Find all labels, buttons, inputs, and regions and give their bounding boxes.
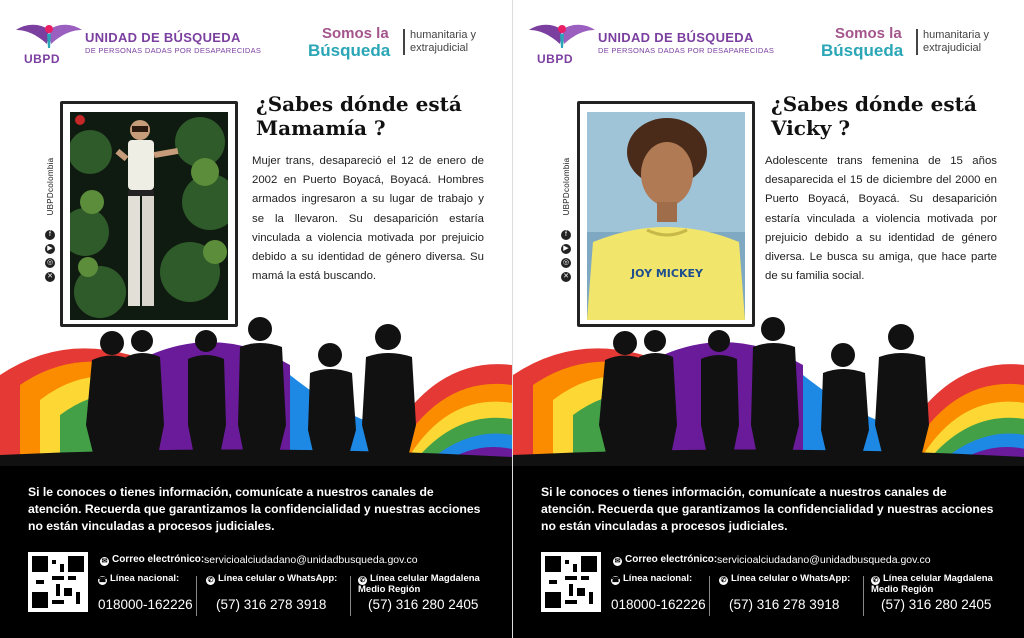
rainbow-silhouettes <box>513 315 1024 475</box>
description: Mujer trans, desapareció el 12 de enero de 2002 en Puerto Boyacá, Boyacá. Hombres armados ingresaron a su lugar de trabajo y se la llevaron. Su desaparición estaría vinculada a violencia motivada por prejuicio debido a su identidad de género diversa. Su mamá la está buscando. <box>252 155 484 283</box>
x-icon: ✕ <box>561 272 571 282</box>
instagram-icon: ◎ <box>562 259 570 266</box>
campaign-line2: Búsqueda <box>821 41 904 60</box>
description: Adolescente trans femenina de 15 años desaparecida el 15 de diciembre del 2000 en Puerto Boyacá, Boyacá. Su desaparición estaría vinculada a violencia motivada por prejuicio debido a su identidad de género diversa. Le busca su amiga, que hace parte de su familia social. <box>765 155 997 283</box>
social-handle: UBPDcolombia <box>46 157 55 216</box>
whatsapp-line: ✆ Línea celular o WhatsApp: (57) 316 278 3918 <box>207 573 338 612</box>
whatsapp-icon: ✆ <box>359 577 366 584</box>
email-label: ✉ Correo electrónico: <box>101 554 205 565</box>
question-title: ¿Sabes dónde está Mamamía ? <box>256 92 462 140</box>
org-subtitle: DE PERSONAS DADAS POR DESAPARECIDAS <box>85 46 262 55</box>
social-strip <box>43 152 57 282</box>
whatsapp-icon: ✆ <box>720 577 727 584</box>
national-line: ☎ Línea nacional: 018000-162226 <box>611 573 706 612</box>
magdalena-line: ✆ Línea celular Magdalena Medio Región (57) 316 280 2405 <box>358 573 480 612</box>
org-name: UNIDAD DE BÚSQUEDA <box>85 30 241 45</box>
campaign-tagline: humanitaria y extrajudicial <box>403 29 503 55</box>
facebook-icon: f <box>561 230 571 240</box>
divider <box>196 576 197 616</box>
whatsapp-icon: ✆ <box>207 577 214 584</box>
youtube-icon: ▶ <box>45 244 55 254</box>
contact-footer <box>0 466 512 638</box>
whatsapp-line: ✆ Línea celular o WhatsApp: (57) 316 278 3918 <box>720 573 851 612</box>
youtube-icon: ▶ <box>561 244 571 254</box>
phone-icon: ☎ <box>98 577 107 584</box>
org-name: UNIDAD DE BÚSQUEDA <box>598 30 754 45</box>
magdalena-line: ✆ Línea celular Magdalena Medio Región (57) 316 280 2405 <box>871 573 993 612</box>
photo-frame <box>577 101 755 327</box>
campaign-line2: Búsqueda <box>308 41 391 60</box>
divider <box>863 576 864 616</box>
social-strip <box>559 152 573 282</box>
divider <box>350 576 351 616</box>
org-subtitle: DE PERSONAS DADAS POR DESAPARECIDAS <box>598 46 775 55</box>
phone-icon: ☎ <box>611 577 620 584</box>
national-line: ☎ Línea nacional: 018000-162226 <box>98 573 193 612</box>
footer-notice: Si le conoces o tienes información, comunícate a nuestros canales de atención. Recuerda que garantizamos la confidencialidad y nuestras acciones no están vinculadas a procesos judiciales. <box>541 485 994 533</box>
qr-code[interactable] <box>541 552 601 612</box>
campaign-line1: Somos la <box>835 25 902 42</box>
x-icon: ✕ <box>45 272 55 282</box>
mail-icon: ✉ <box>101 558 108 565</box>
missing-person-photo <box>587 112 745 320</box>
rainbow-silhouettes <box>0 315 512 475</box>
campaign-tagline: humanitaria y extrajudicial <box>916 29 1016 55</box>
photo-frame <box>60 101 238 327</box>
ubpd-acronym: UBPD <box>537 52 574 66</box>
poster-vicky <box>512 0 1024 638</box>
divider <box>709 576 710 616</box>
contact-footer <box>513 466 1024 638</box>
question-title: ¿Sabes dónde está Vicky ? <box>771 92 977 140</box>
instagram-icon: ◎ <box>46 259 54 266</box>
campaign-line1: Somos la <box>322 25 389 42</box>
whatsapp-icon: ✆ <box>872 577 879 584</box>
facebook-icon: f <box>45 230 55 240</box>
social-handle: UBPDcolombia <box>562 157 571 216</box>
email-link[interactable]: servicioalciudadano@unidadbusqueda.gov.co <box>717 554 931 566</box>
email-label: ✉ Correo electrónico: <box>614 554 718 565</box>
footer-notice: Si le conoces o tienes información, comunícate a nuestros canales de atención. Recuerda que garantizamos la confidencialidad y nuestras acciones no están vinculadas a procesos judiciales. <box>28 485 481 533</box>
ubpd-acronym: UBPD <box>24 52 61 66</box>
email-link[interactable]: servicioalciudadano@unidadbusqueda.gov.co <box>204 554 418 566</box>
qr-code[interactable] <box>28 552 88 612</box>
missing-person-photo <box>70 112 228 320</box>
shirt-print: JOY MICKEY <box>631 267 703 280</box>
mail-icon: ✉ <box>614 558 621 565</box>
